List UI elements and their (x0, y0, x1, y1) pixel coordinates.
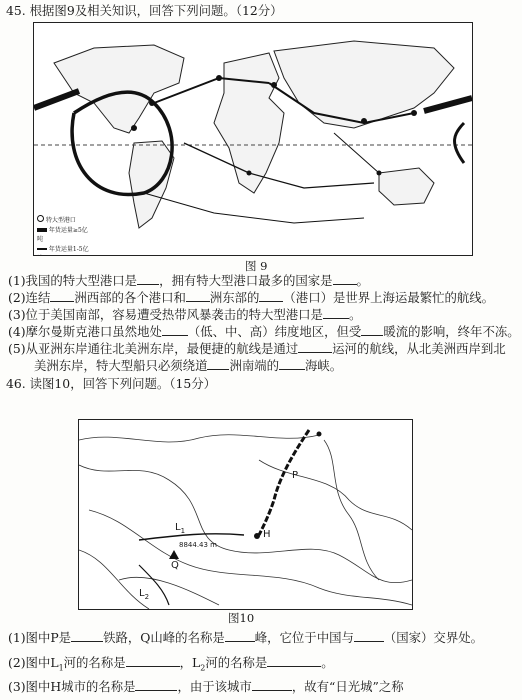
answer-blank[interactable] (354, 630, 384, 642)
answer-blank[interactable] (186, 290, 210, 302)
q45-item-2: (2)连结 洲西部的各个港口和 洲东部的 （港口）是世界上海运最繁忙的航线。 (8, 290, 495, 305)
city-h-marker (254, 533, 260, 539)
label-peak-height: 8844.43 m (179, 541, 217, 549)
contour-line (79, 435, 319, 442)
map-legend (37, 215, 89, 253)
australia-outline (379, 168, 434, 205)
answer-blank[interactable] (267, 655, 321, 667)
world-map-drawing (34, 23, 472, 255)
label-l1: $L_1$ (175, 522, 186, 535)
q46-item-2: (2)图中$L_1$河的名称是 ，$L_2$河的名称是 。 (8, 655, 334, 673)
label-q: Q (171, 560, 179, 571)
route-south-2 (144, 193, 364, 223)
legend-item-port: 特大型港口 (37, 215, 89, 226)
peak-q-marker (169, 550, 179, 559)
figure-9-caption: 图 9 (245, 259, 268, 273)
q45-item-3: (3)位于美国南部，容易遭受热带风暴袭击的特大型港口是 。 (8, 307, 362, 322)
legend-item-medium: 年货运量1-5亿 (37, 245, 89, 257)
answer-blank[interactable] (135, 679, 177, 691)
railway-terminus (317, 432, 322, 437)
heavy-route-east-loop (455, 123, 464, 163)
figure-10-plateau-map (78, 419, 413, 610)
figure-9-world-shipping-map (33, 22, 473, 256)
answer-blank[interactable] (137, 273, 159, 285)
heavy-route-pacific-east (424, 98, 472, 111)
q45-item-1: (1)我国的特大型港口是 ，拥有特大型港口最多的国家是 。 (8, 273, 369, 288)
q45-item-5-cont: 美洲东岸，特大型船只必须绕道 洲南端的 海峡。 (34, 358, 343, 373)
q46-item-3: (3)图中H城市的名称是 ，由于该城市 ，故有“日光城”之称 (8, 679, 404, 694)
answer-blank[interactable] (126, 655, 180, 667)
legend-item-heavy: 年货运量≥5亿吨 (37, 226, 88, 243)
q46-header: 46. 读图10，回答下列问题。（15分） (6, 376, 217, 391)
q45-item-5: (5)从亚洲东岸通往北美洲东岸，最便捷的航线是通过 运河的航线，从北美洲西岸到北 (8, 341, 506, 356)
answer-blank[interactable] (259, 290, 283, 302)
label-p: P (292, 470, 299, 481)
route-south (184, 143, 374, 188)
plateau-map-drawing (79, 420, 412, 609)
asia-outline (274, 41, 454, 128)
answer-blank[interactable] (50, 290, 74, 302)
contour-line (89, 510, 412, 605)
answer-blank[interactable] (162, 324, 188, 336)
q45-item-4: (4)摩尔曼斯克港口虽然地处 （低、中、高）纬度地区，但受 暖流的影响，终年不冻。 (8, 324, 520, 339)
answer-blank[interactable] (298, 341, 332, 353)
q46-item-1: (1)图中P是 铁路，Q山峰的名称是 峰，它位于中国与 （国家）交界处。 (8, 630, 483, 645)
contour-line (119, 577, 219, 605)
answer-blank[interactable] (361, 324, 383, 336)
answer-blank[interactable] (279, 358, 305, 370)
railway-p-line (259, 430, 309, 535)
answer-blank[interactable] (252, 679, 292, 691)
figure-10-caption: 图10 (228, 611, 255, 625)
q45-header: 45. 根据图9及相关知识，回答下列问题。（12分） (6, 3, 283, 18)
label-l2: $L_2$ (139, 588, 150, 601)
heavy-route-pacific-west (34, 91, 79, 108)
contour-line (259, 460, 412, 530)
label-h: H (263, 529, 271, 540)
answer-blank[interactable] (71, 630, 103, 642)
contour-line (79, 465, 412, 583)
answer-blank[interactable] (225, 630, 255, 642)
answer-blank[interactable] (323, 307, 349, 319)
contour-line (324, 440, 379, 580)
answer-blank[interactable] (333, 273, 357, 285)
south-america-outline (129, 141, 174, 228)
river-l1 (139, 534, 244, 540)
answer-blank[interactable] (207, 358, 229, 370)
route-australia (334, 133, 379, 173)
